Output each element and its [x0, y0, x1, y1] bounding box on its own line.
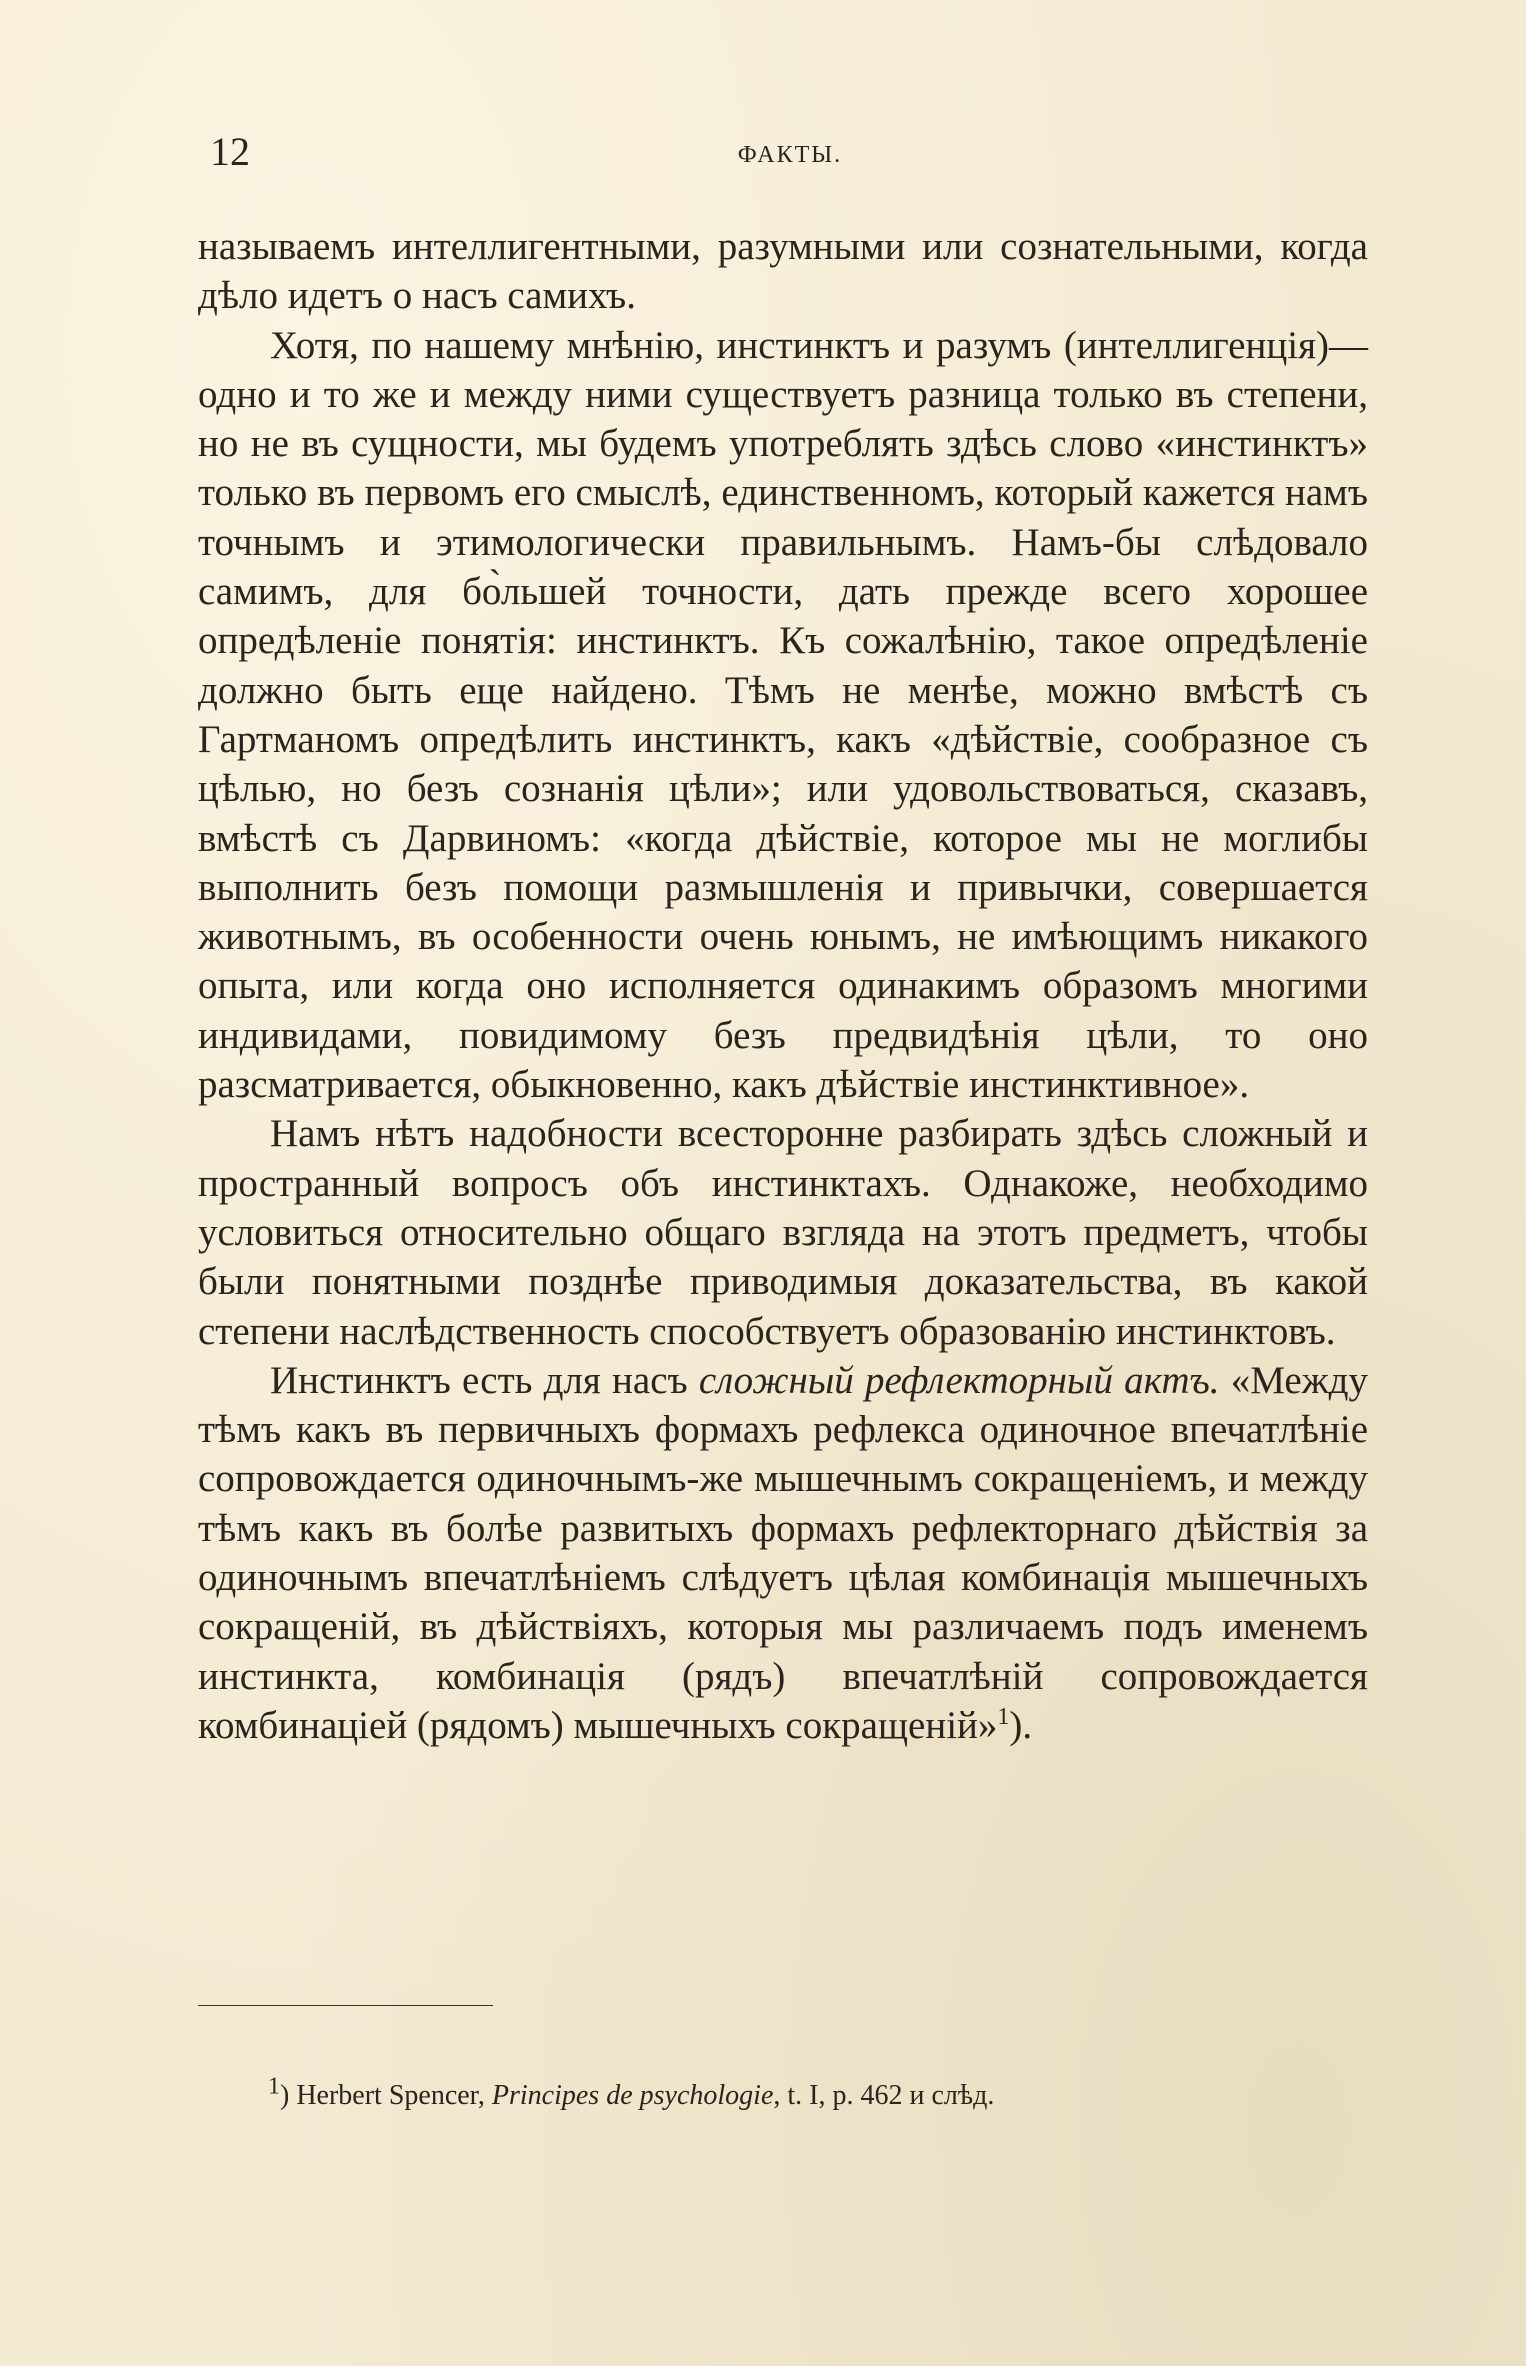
footnote-mark: 1	[268, 2073, 280, 2100]
paragraph-4-tail: ).	[1009, 1703, 1033, 1747]
footnote	[268, 2073, 1368, 2112]
footnote-book-title: Principes de psychologie	[491, 2080, 774, 2111]
footnote-text-after: , t. I, p. 462 и слѣд.	[773, 2080, 995, 2111]
paragraph-4-lead: Инстинктъ есть для насъ	[270, 1358, 699, 1402]
footnote-reference: 1	[997, 1703, 1010, 1730]
paragraph-4	[198, 1356, 1368, 1750]
page-header	[210, 128, 1370, 188]
paragraph-3: Намъ нѣтъ надобности всесторонне разбирать здѣсь сложный и пространный вопросъ объ инстинктахъ. Однакоже, необходимо условиться относительно общаго взгляда на этотъ предметъ, чтобы были понятными позднѣе приводимыя доказательства, въ какой степени наслѣдственность способствуетъ образованію инстинктовъ.	[198, 1112, 1368, 1353]
paragraph-4-quote: «Между тѣмъ какъ въ первичныхъ формахъ рефлекса одиночное впечатлѣніе сопровождается одиночнымъ-же мышечнымъ сокращеніемъ, и между тѣмъ какъ въ болѣе развитыхъ формахъ рефлекторнаго дѣйствія за одиночнымъ впечатлѣніемъ слѣдуетъ цѣлая комбинація мышечныхъ сокращеній, въ дѣйствіяхъ, которыя мы различаемъ подъ именемъ инстинкта, комбинація (рядъ) впечатлѣній сопровождается комбинаціей (рядомъ) мышечныхъ сокращеній»	[198, 1358, 1368, 1747]
running-head: ФАКТЫ.	[737, 142, 843, 168]
paragraph-2: Хотя, по нашему мнѣнію, инстинктъ и разумъ (интеллигенція)—одно и то же и между ними существуетъ разница только въ степени, но не въ сущности, мы будемъ употреблять здѣсь слово «инстинктъ» только въ первомъ его смыслѣ, единственномъ, который кажется намъ точнымъ и этимологически правильнымъ. Намъ-бы слѣдовало самимъ, для бо̀льшей точности, дать прежде всего хорошее опредѣленіе понятія: инстинктъ. Къ сожалѣнію, такое опредѣленіе должно быть еще найдено. Тѣмъ не менѣе, можно вмѣстѣ съ Гартманомъ опредѣлить инстинктъ, какъ «дѣйствіе, сообразное съ цѣлью, но безъ сознанія цѣли»; или удовольствоваться, сказавъ, вмѣстѣ съ Дарвиномъ: «когда дѣйствіе, которое мы не моглибы выполнить безъ помощи размышленія и привычки, совершается животнымъ, въ особенности очень юнымъ, не имѣющимъ никакого опыта, или когда оно исполняется одинакимъ образомъ многими индивидами, повидимому безъ предвидѣнія цѣли, то оно разсматривается, обыкновенно, какъ дѣйствіе инстинктивное».	[198, 323, 1368, 1107]
body-text	[198, 222, 1368, 1750]
footnote-rule	[198, 2005, 493, 2006]
paragraph-1: называемъ интеллигентными, разумными или сознательными, когда дѣло идетъ о насъ самихъ.	[198, 225, 1368, 318]
footnote-text-before: ) Herbert Spencer,	[280, 2080, 492, 2111]
paragraph-4-italic-term: сложный рефлекторный актъ.	[698, 1358, 1220, 1402]
page-number: 12	[210, 129, 250, 174]
